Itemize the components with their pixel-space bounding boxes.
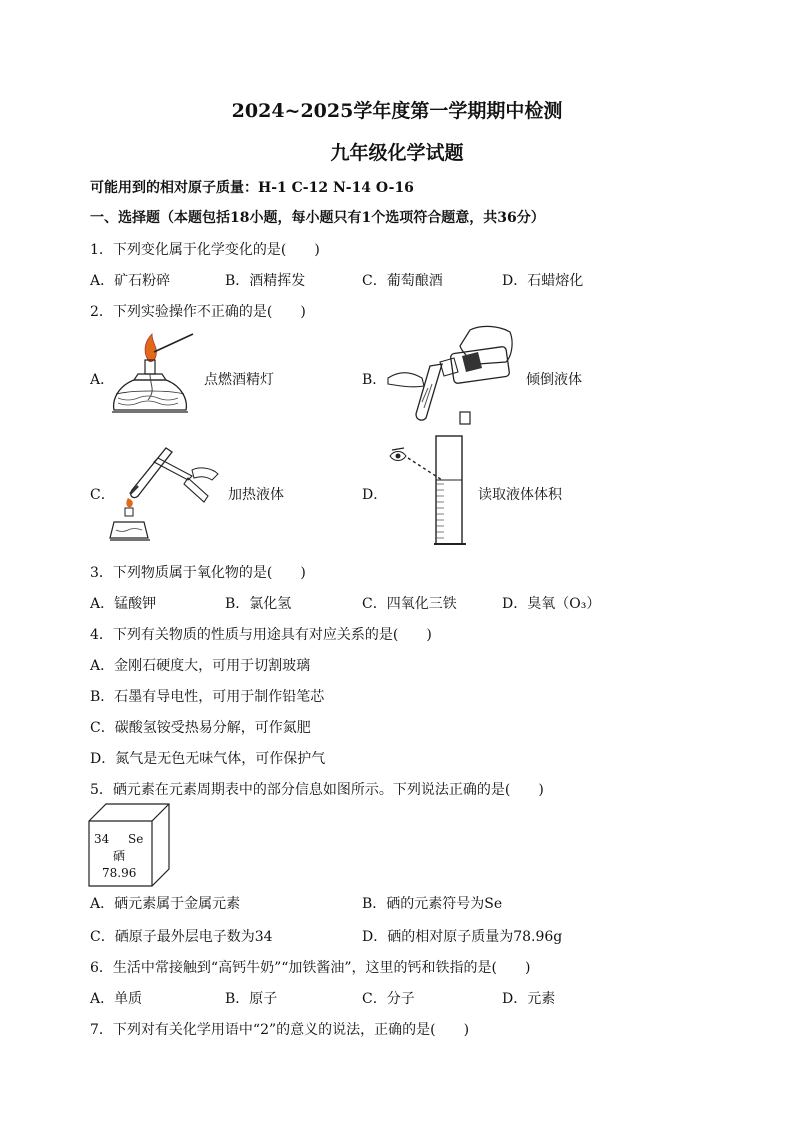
atomic-masses: 可能用到的相对原子质量：H-1 C-12 N-14 O-16 — [90, 180, 414, 196]
q4-option-a: A．金刚石硬度大，可用于切割玻璃 — [90, 658, 311, 674]
pouring-liquid-figure — [382, 322, 522, 422]
element-symbol: Se — [128, 832, 144, 846]
q1-option-a: A．矿石粉碎 — [90, 273, 171, 289]
q3-option-d: D．臭氧（O₃） — [502, 596, 601, 612]
q2-option-a-label: A． — [90, 372, 115, 388]
q4-option-d: D．氮气是无色无味气体，可作保护气 — [90, 751, 326, 767]
q5-option-b: B．硒的元素符号为Se — [362, 896, 503, 912]
q3-option-a: A．锰酸钾 — [90, 596, 157, 612]
q3-stem: 3．下列物质属于氧化物的是( ) — [90, 565, 306, 581]
element-atomic-mass: 78.96 — [102, 866, 137, 880]
q4-stem: 4．下列有关物质的性质与用途具有对应关系的是( ) — [90, 627, 432, 643]
q2-option-d-caption: 读取液体体积 — [478, 487, 562, 503]
q2-option-a-caption: 点燃酒精灯 — [204, 372, 274, 388]
q1-option-d: D．石蜡熔化 — [502, 273, 584, 289]
element-cell-selenium — [88, 803, 170, 887]
alcohol-lamp-lighting-figure — [108, 330, 198, 430]
q5-option-a: A．硒元素属于金属元素 — [90, 896, 241, 912]
q6-option-c: C．分子 — [362, 991, 415, 1007]
q4-option-c: C．碳酸氢铵受热易分解，可作氮肥 — [90, 720, 311, 736]
exam-title: 2024~2025学年度第一学期期中检测 — [231, 100, 563, 122]
element-name: 硒 — [113, 849, 126, 863]
q5-option-d: D．硒的相对原子质量为78.96g — [362, 929, 563, 945]
q1-stem: 1．下列变化属于化学变化的是( ) — [90, 242, 320, 258]
q3-option-c: C．四氧化三铁 — [362, 596, 457, 612]
q2-option-c-caption: 加热液体 — [228, 487, 284, 503]
q6-option-a: A．单质 — [90, 991, 143, 1007]
q5-stem: 5．硒元素在元素周期表中的部分信息如图所示。下列说法正确的是( ) — [90, 782, 544, 798]
q1-option-b: B．酒精挥发 — [225, 273, 306, 289]
q2-option-c-label: C． — [90, 487, 115, 503]
q6-option-b: B．原子 — [225, 991, 278, 1007]
graduated-cylinder-reading-figure — [386, 410, 476, 550]
q6-stem: 6．生活中常接触到“高钙牛奶”“加铁酱油”，这里的钙和铁指的是( ) — [90, 960, 531, 976]
section-heading: 一、选择题（本题包括18小题，每小题只有1个选项符合题意，共36分） — [90, 210, 545, 226]
q4-option-b: B．石墨有导电性，可用于制作铅笔芯 — [90, 689, 325, 705]
q2-option-b-caption: 倾倒液体 — [526, 372, 582, 388]
q6-option-d: D．元素 — [502, 991, 556, 1007]
q1-option-c: C．葡萄酿酒 — [362, 273, 443, 289]
q5-option-c: C．硒原子最外层电子数为34 — [90, 929, 273, 945]
heating-liquid-figure — [108, 440, 228, 548]
exam-subtitle: 九年级化学试题 — [330, 142, 464, 164]
q2-option-b-label: B． — [362, 372, 387, 388]
q2-stem: 2．下列实验操作不正确的是( ) — [90, 304, 306, 320]
q3-option-b: B．氯化氢 — [225, 596, 292, 612]
element-atomic-number: 34 — [94, 832, 110, 846]
q7-stem: 7．下列对有关化学用语中“2”的意义的说法，正确的是( ) — [90, 1022, 470, 1038]
q2-option-d-label: D． — [362, 487, 388, 503]
